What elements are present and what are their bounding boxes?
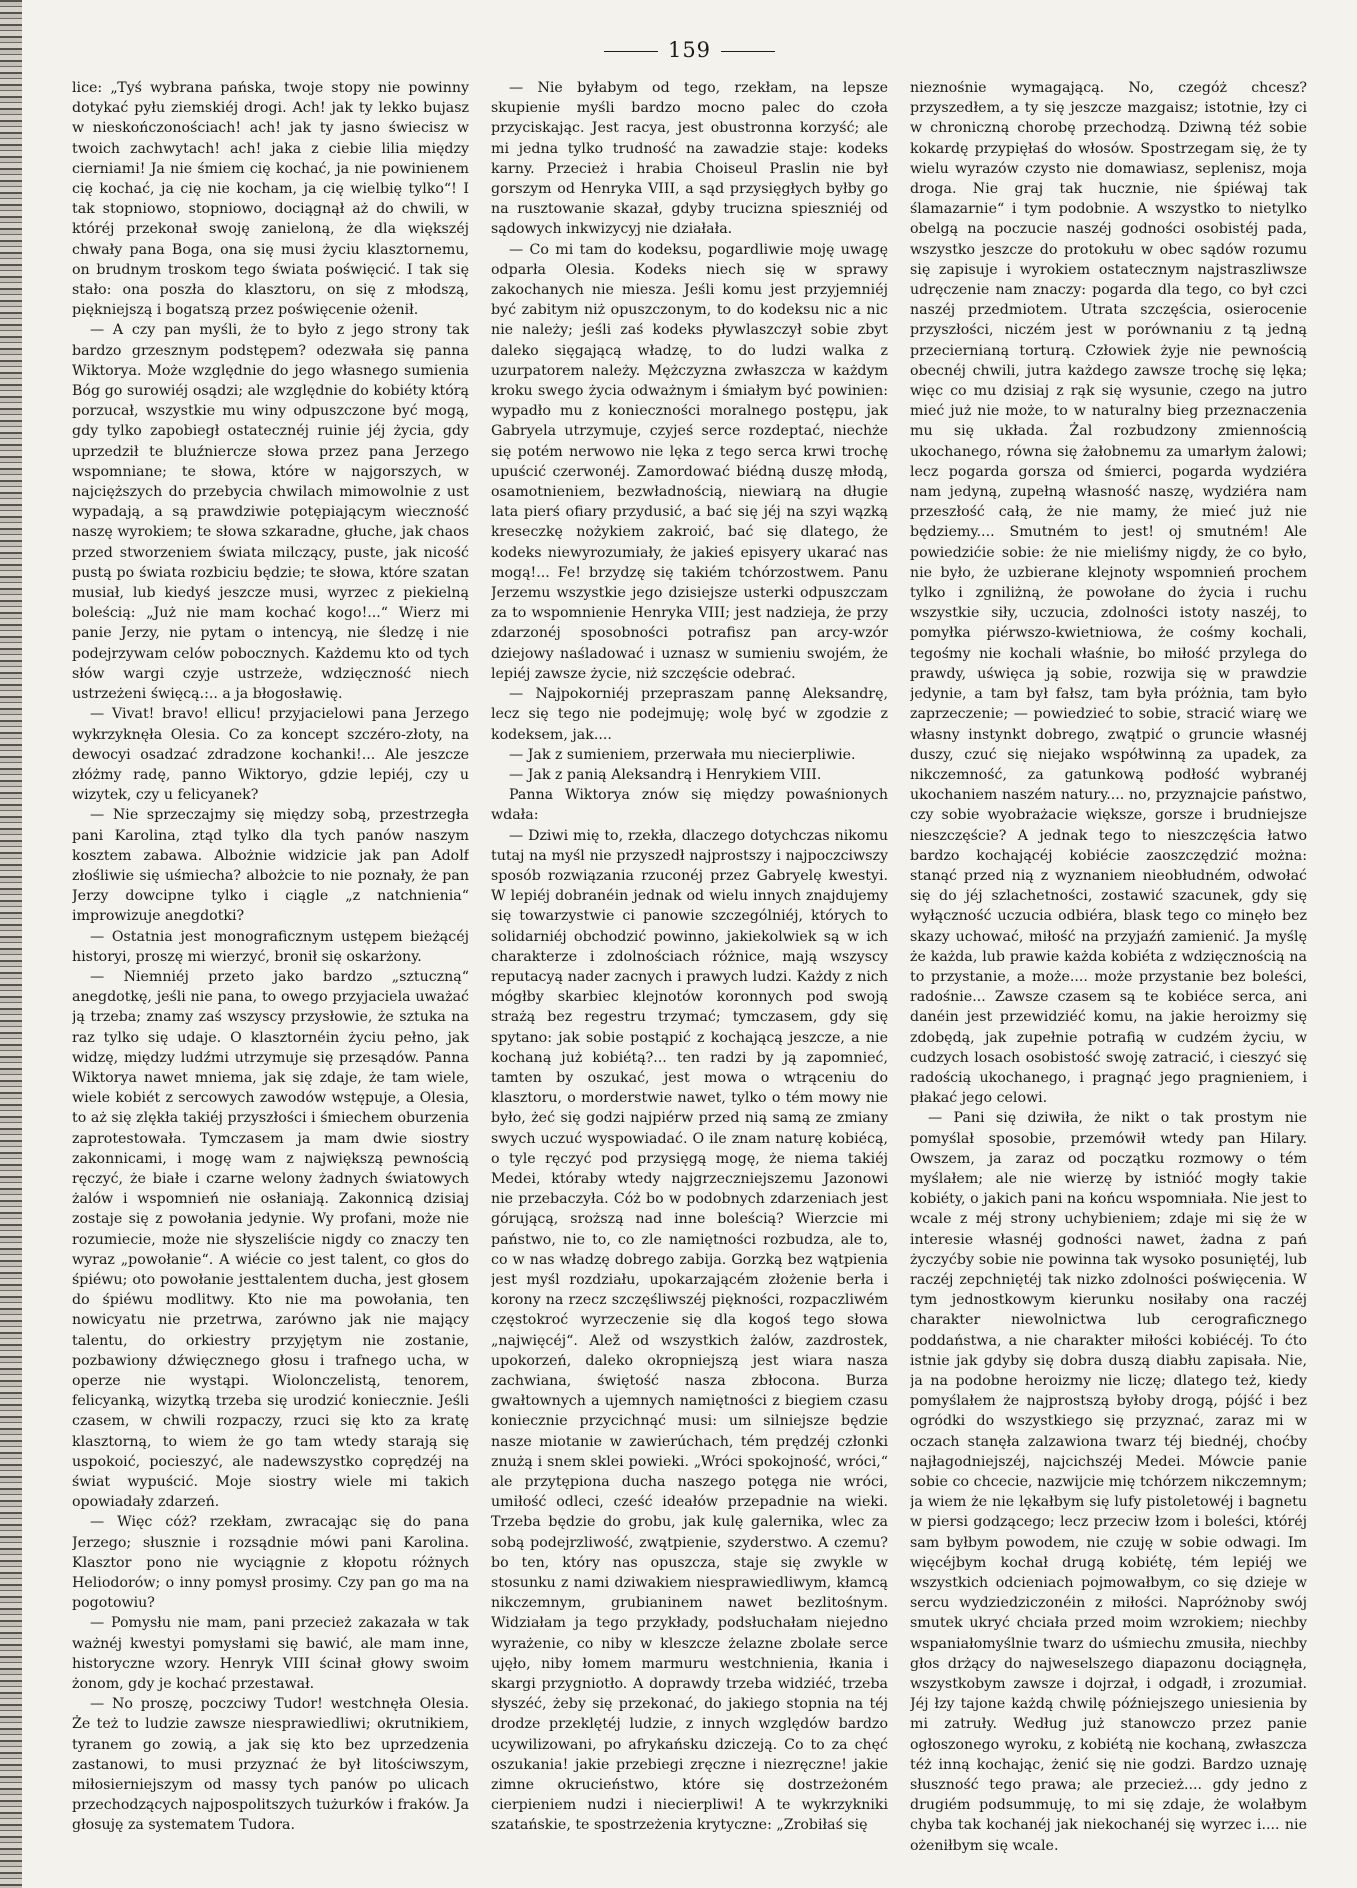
- paragraph: — No proszę, poczciwy Tudor! westchnęła Olesia. Że też to ludzie zawsze niesprawiedliwi; okrutnikiem, tyranem go zowią, a jak się kto bez uprzedzenia zastanowi, to musi przyznać że był litościwszym, miłosierniejszym od massy tych panów po ulicach przechodzących najpospolitszych tużurków i fraków. Ja głosuję za systematem Tudora.: [72, 1696, 469, 1834]
- paragraph: — Najpokorniéj przepraszam pannę Aleksandrę, lecz się tego nie podejmuję; wolę być w zgodzie z kodeksem, jak....: [491, 686, 888, 743]
- paragraph: lice: „Tyś wybrana pańska, twoje stopy nie powinny dotykać pyłu ziemskiéj drogi. Ach! jak ty lekko bujasz w nieskończonościach! ach! jak ty jasno świecisz w twoich zachwytach! ach! jaka z ciebie lilia między cierniami! Ja nie śmiem cię kochać, ja nie powinienem cię kochać, ja cię nie kocham, ja cię wielbię tylko“! I tak stopniowo, stopniowo, dociągnął aż do chwili, w któréj przekonał swoję zanieloną, że dla większéj chwały pana Boga, ona się musi życiu klasztornemu, on brudnym troskom tego świata poświęcić. I tak się stało: ona poszła do klasztoru, on się z młodszą, piękniejszą i bogatszą przez poświęcenie ożenił.: [72, 80, 469, 319]
- column-3: [910, 78, 1307, 1868]
- paragraph: — A czy pan myśli, że to było z jego strony tak bardzo grzesznym podstępem? odezwała się panna Wiktorya. Może względnie do jego własnego sumienia Bóg go surowiéj osądzi; ale względnie do kobiéty którą porzucał, wszystkie mu winy odpuszczone być mogą, gdy tylko zapobiegł ostatecznéj ruinie jéj życia, gdy uprzedził te bluźniercze słowa przez pana Jerzego wspomniane; te słowa, które w najgorszych, w najcięższych do przebycia chwilach mimowolnie z ust wypadają, a są prawdziwie potępiającym wieczność naszę wyrokiem; te słowa szkaradne, głuche, jak chaos przed stworzeniem świata milczący, puste, jak nicość pustą po świata rozbiciu będzie; te słowa, które szatan musiał, lub kiedyś jeszcze musi, wyrzec z piekielną boleścią: „Już nie mam kochać kogo!...“ Wierz mi panie Jerzy, nie pytam o intencyą, nie śledzę i nie podejrzywam celów pobocznych. Każdemu kto od tych słów wargi czyje ustrzeże, wdzięczność niech ustrzeżeni święcą.:.. a ja błogosławię.: [72, 322, 469, 703]
- paragraph: — Pomysłu nie mam, pani przecież zakazała w tak ważnéj kwestyi pomysłami się bawić, ale mam inne, historyczne wzory. Henryk VIII ścinał głowy swoim żonom, gdy je kochać przestawał.: [72, 1615, 469, 1693]
- column-1: [72, 78, 469, 1868]
- paragraph: — Co mi tam do kodeksu, pogardliwie moję uwagę odparła Olesia. Kodeks niech się w sprawy zakochanych nie miesza. Jeśli komu jest przyjemniéj być zabitym niż opuszczonym, to do kodeksu nic a nic nie należy; jeśli zaś kodeks pływlaszczył sobie zbyt daleko sięgającą władzę, to do ludzi walka z uzurpatorem należy. Mężczyzna zwłaszcza w każdym kroku swego życia odważnym i śmiałym być powinien: wypadło mu z konieczności moralnego postępu, jak Gabryela utrzymuje, czyjeś serce rozdeptać, niechże się potém nerwowo nie lęka z tego serca krwi trochę upuścić czerwonéj. Zamordować biédną duszę młodą, osamotnieniem, bezwładnością, niewiarą na długie lata pierś ofiary przydusić, a bać się jéj na szyi wązką kreseczkę nożykiem zakroić, bać się dlatego, że kodeks niewyrozumiały, że jakieś episyery ukarać nas mogą!... Fe! brzydzę się takiém tchórzostwem. Panu Jerzemu wszystkie jego dzisiejsze usterki odpuszczam za to wspomnienie Henryka VIII; jest nadzieja, że przy zdarzonéj sposobności potrafisz pan arcy-wzór dziejowy naśladować i uznasz w sumieniu swojém, że lepiéj zawsze życie, niż szczęście odebrać.: [491, 241, 888, 682]
- paragraph: — Niemniéj przeto jako bardzo „sztuczną“ anegdotkę, jeśli nie pana, to owego przyjaciela uważać ją trzeba; znamy zaś wszyscy przysłowie, że sztuka na raz tylko się udaje. O klasztornéin życiu pełno, jak widzę, między ludźmi utrzymuje się przesądów. Panna Wiktorya nawet mniema, jak się zdaje, że tam wiele, wiele kobiét z sercowych zawodów wstępuje, a Olesia, to aż się zlękła takiéj przyszłości i śmiechem oburzenia zaprotestowała. Tymczasem ja mam dwie siostry zakonnicami, i mogę wam z największą pewnością ręczyć, że białe i czarne welony żadnych światowych żalów i wspomnień nie osłaniają. Zakonnicą dzisiaj zostaje się z powołania jedynie. Wy profani, może nie rozumiecie, może nie słyszeliście nigdy co znaczy ten wyraz „powołanie“. A wiécie co jest talent, co głos do śpiéwu; oto powołanie jesttalentem ducha, jest głosem do śpiéwu modlitwy. Kto nie ma powołania, ten nowicyatu nie przetrwa, zarówno jak nie mający talentu, do orkiestry przyjętym nie zostanie, pozbawiony dźwięcznego głosu i trafnego ucha, w operze nie wystąpi. Wiolonczelistą, tenorem, felicyanką, wizytką trzeba się urodzić koniecznie. Jeśli czasem, w chwili rozpaczy, rzuci się kto za kratę klasztorną, to wiem że go tam wtedy starają się uspokoić, pocieszyć, ale nadewszystko coprędzéj na świat wypuścić. Moje siostry wiele mi takich opowiadały zdarzeń.: [72, 968, 469, 1511]
- paragraph: — Więc cóż? rzekłam, zwracając się do pana Jerzego; słusznie i rozsądnie mówi pani Karolina. Klasztor pono nie wyciągnie z kłopotu różnych Heliodorów; o inny pomysł prosimy. Czy pan go ma na pogotowiu?: [72, 1514, 469, 1612]
- header-rule-left: [604, 51, 658, 52]
- paragraph: — Nie byłabym od tego, rzekłam, na lepsze skupienie myśli bardzo mocno palec do czoła przyciskając. Jest racya, jest obustronna korzyść; ale mi jedna tylko trudność na zawadzie staje: kodeks karny. Przecież i hrabia Choiseul Praslin nie był gorszym od Henryka VIII, a sąd przysięgłych byłby go na rusztowanie skazał, gdyby trucizna spieszniéj od sądowych inkwizycyj nie działała.: [491, 80, 888, 238]
- header-rule-right: [721, 51, 775, 52]
- paragraph: — Pani się dziwiła, że nikt o tak prostym nie pomyślał sposobie, przemówił wtedy pan Hilary. Owszem, ja zaraz od początku rozmowy o tém myślałem; ale nie wierzę by istnióć mogły takie kobiéty, o jakich pani na końcu wspomniała. Nie jest to wcale z méj strony uchybieniem; zdaje mi się że w interesie własnéj godności nawet, żadna z pań życzyćby sobie nie powinna tak wysoko posuniętéj, lub raczéj zepchniętéj tak nizko zdolności poświęcenia. W tym jednostkowym kierunku nosiłaby ona raczéj charakter niewolnictwa lub cerograficznego poddaństwa, a nie charakter miłości kobiécéj. To ćto istnie jak gdyby się dobra duszą diabłu zapisała. Nie, ja na podobne heroizmy nie liczę; dlatego też, kiedy pomyślałem że najprostszą byłoby drogą, pójść i bez ogródki do wszystkiego się przyznać, zaraz mi w oczach stanęła zalzawiona twarz téj biednéj, choćby najłagodniejszéj, najcichszéj Medei. Mówcie panie sobie co chcecie, nazwijcie mię tchórzem nikczemnym; ja wiem że nie lękałbym się lufy pistoletowéj i bagnetu w piersi godzącego; lecz przeciw łzom i boleści, któréj sam byłbym powodem, nie czuję w sobie odwagi. Im więcéjbym kochał drugą kobiétę, tém lepiéj we wszystkich odcieniach pojmowałbym, co się dzieje w sercu wydziedziczonéin z miłości. Napróżnoby swój smutek ukryć chciała przed moim wzrokiem; niechby wspaniałomyślnie twarz do uśmiechu zmusiła, niechby głos drżący do najweselszego diapazonu dociągnęła, wszystkobym zawsze i dojrzał, i odgadł, i zrozumiał. Jéj łzy tajone każdą chwilę późniejszego uniesienia by mi zatruły. Według już stanowczo przez panie ogłoszonego wyroku, z kobiétą nie kochaną, zwłaszcza téż inną kochając, żenić się nie godzi. Bardzo uznaję słuszność tego prawa; ale przecież.... gdy jedno z drugiém podsummuję, to mi się zdaje, że wolałbym chyba tak kochanéj jak niekochanéj się wyrzec i.... nie ożeniłbym się wcale.: [910, 1110, 1307, 1854]
- text-columns: [72, 78, 1307, 1868]
- paragraph: Panna Wiktorya znów się między powaśnionych wdała:: [491, 787, 888, 824]
- paragraph: nieznośnie wymagającą. No, czegóż chcesz? przyszedłem, a ty się jeszcze mazgaisz; istotnie, łzy ci w chroniczną chorobę przechodzą. Dziwną téż sobie kokardę przypięłaś do włosów. Spostrzegam się, że ty wielu wyrazów czysto nie domawiasz, seplenisz, moja droga. Nie graj tak hucznie, nie śpiéwaj tak ślamazarnie“ i tym podobnie. A wszystko to nietylko obelgą na poczucie naszéj godności osobistéj pada, wszystko jeszcze do protokułu w obec sądów rozumu się zapisuje i wyrokiem ostatecznym najstraszliwsze udręczenie nam znaczy: pogarda dla tego, co był czci naszéj przedmiotem. Utrata szczęścia, osierocenie przyszłości, niczém jest w porównaniu z tą jedną przeciernianą torturą. Człowiek żyje nie pewnością obecnéj chwili, jutra każdego zawsze trochę się lęka; więc co mu dzisiaj z rąk się wysunie, czego na jutro mieć już nie może, to w naturalny bieg przeznaczenia mu się układa. Żal rozbudzony zmiennością ukochanego, równa się żałobnemu za umarłym żalowi; lecz pogarda gorsza od śmierci, pogarda wydziéra nam jedyną, zupełną własność naszę, wydziéra nam przeszłość całą, że nie mamy, że mieć już nie będziemy.... Smutném to jest! oj smutném! Ale powiedzićie sobie: że nie mieliśmy nigdy, że co było, nie było, że uzbierane klejnoty wspomnień prochem tylko i zgniliżną, że powołane do życia i ruchu wszystkie siły, uczucia, zdolności istoty naszéj, to pomyłka piérwszo-kwietniowa, że cośmy kochali, tegośmy nie kochali właśnie, bo miłość przylega do prawdy, uświęca ją sobie, rozwija się w prawdzie jedynie, a tam był fałsz, tam była próżnia, tam było zaprzeczenie; — powiedzieć to sobie, stracić wiarę we własny instynkt dobrego, zwątpić o gruncie własnéj duszy, czuć się niejako współwinną za upadek, za nikczemność, za gatunkową podłość wybranéj ukochaniem naszém natury.... no, przyznajcie państwo, czy sobie wyobrażacie większe, gorsze i brudniejsze nieszczęście? A jednak tego to nieszczęścia łatwo bardzo kochającéj kobiécie zaoszczędzić można: stanąć przed nią z wyznaniem nieobłudném, odwołać się do jéj szlachetności, zostawić szacunek, gdy się wyłączność uczucia odbiéra, blask tego co minęło bez skazy uchować, miłość na przyjaźń zamienić. Ja myślę że każda, lub prawie każda kobiéta z wdzięcznością na to przystanie, a może.... może przystanie bez boleści, radośnie... Zawsze czasem są te kobiéce serca, ani danéin jest przewidziéć komu, na jakie heroizmy się zdobędą, jak zupełnie potrafią w cudzém życiu, w cudzych losach osobistość swoję zatracić, i cieszyć się radością ukochanego, i pragnąć jego pragnieniem, i płakać jego celowi.: [910, 80, 1307, 1107]
- paragraph: — Dziwi mię to, rzekła, dlaczego dotychczas nikomu tutaj na myśl nie przyszedł najprostszy i najpoczciwszy sposób rozwiązania rzuconéj przez Gabryelę kwestyi. W lepiéj dobranéin jednak od wielu innych znajdujemy się towarzystwie ci panowie szczególniéj, których to solidarniéj obchodzić powinno, jakiekolwiek są w ich charakterze i zdolnościach różnice, mają wszyscy reputacyą nader zacnych i prawych ludzi. Każdy z nich mógłby skarbiec klejnotów koronnych pod swoją strażą bez regestru trzymać; tymczasem, gdy się spytano: jak sobie postąpić z kochającą jeszcze, a nie kochaną już kobiétą?... ten radzi by ją zapomnieć, tamten by oszukać, jest mowa o wtrąceniu do klasztoru, o morderstwie nawet, tylko o tém mowy nie było, żeć się godzi najpiérw przed nią samą ze zmiany swych uczuć wyspowiadać. O ile znam naturę kobiécą, o tyle ręczyć pod przysięgą mogę, że niema takiéj Medei, któraby wtedy najgrzeczniejszemu Jazonowi nie przebaczyła. Cóż bo w podobnych zdarzeniach jest górującą, sroższą nad inne boleścią? Wierzcie mi państwo, nie to, co zle namiętności rozbudza, ale to, co w nas władzę dobrego zabija. Gorzką bez wątpienia jest myśl rozdziału, upokarzającém złożenie berła i korony na rzecz szczęśliwszéj piękności, rozpaczliwém częstokroć wyrzeczenie się dla kogoś tego słowa „najwięcéj“. Alež od wszystkich żalów, zazdrostek, upokorzeń, daleko okropniejszą jest wiara nasza zachwiana, świętość nasza zbłocona. Burza gwałtownych a ujemnych namiętności z biegiem czasu koniecznie przycichnąć musi: um silniejsze będzie nasze miotanie w zawierúchach, tém prędzéj członki znużą i snem sklei powieki. „Wróci spokojność, wróci,“ ale przytępiona ducha naszego potęga nie wróci, umiłość odleci, cześć ideałów przepadnie na wieki. Trzeba będzie do grobu, jak kulę galernika, wlec za sobą podejrzliwość, zwątpienie, szyderstwo. A czemu? bo ten, który nas opuszcza, staje się zwykle w stosunku z nami dziwakiem niesprawiedliwym, kłamcą nikczemnym, grubianinem nawet bezlitośnym. Widziałam ja tego przykłady, podsłuchałam niejedno wyrażenie, co niby w kleszcze żelazne zbolałe serce ujęło, niby łomem marmuru westchnienia, łkania i skargi przygniotło. A doprawdy trzeba widziéć, trzeba słyszéć, żeby się przekonać, do jakiego stopnia na téj drodze przeklętéj ludzie, z innych względów bardzo ucywilizowani, po afrykańsku dziczeją. Co to za chęć oszukania! jakie przebiegi zręczne i niezręczne! jakie zimne okrucieństwo, które się dostrzeżoném cierpieniem nudzi i niecierpliwi! A te wykrzykniki szatańskie, te spostrzeżenia krytyczne: „Zrobiłaś się: [491, 827, 888, 1834]
- scanned-left-edge: [0, 0, 22, 1888]
- paragraph: — Nie sprzeczajmy się między sobą, przestrzegła pani Karolina, ztąd tylko dla tych panów naszym kosztem zabawa. Albożnie widzicie jak pan Adolf złośliwie się uśmiecha? albożcie to nie poznały, że pan Jerzy dowcipne tylko i ciągle „z natchnienia“ improwizuje anegdotki?: [72, 807, 469, 925]
- paragraph: — Vivat! bravo! ellicu! przyjacielowi pana Jerzego wykrzyknęła Olesia. Co za koncept szczéro-złoty, na dewocyi osadzać zdradzone kochanki!... Ale jeszcze złóżmy radę, panno Wiktoryo, gdzie lepiéj, czy u wizytek, czy u felicyanek?: [72, 706, 469, 804]
- page-header: [72, 38, 1307, 62]
- paragraph: — Ostatnia jest monograficznym ustępem bieżącéj historyi, proszę mi wierzyć, bronił się oskarżony.: [72, 928, 469, 965]
- paragraph: — Jak z sumieniem, przerwała mu niecierpliwie.: [509, 746, 856, 763]
- column-2: [491, 78, 888, 1868]
- paragraph: — Jak z panią Aleksandrą i Henrykiem VIII.: [509, 766, 822, 783]
- page-number: 159: [667, 38, 712, 62]
